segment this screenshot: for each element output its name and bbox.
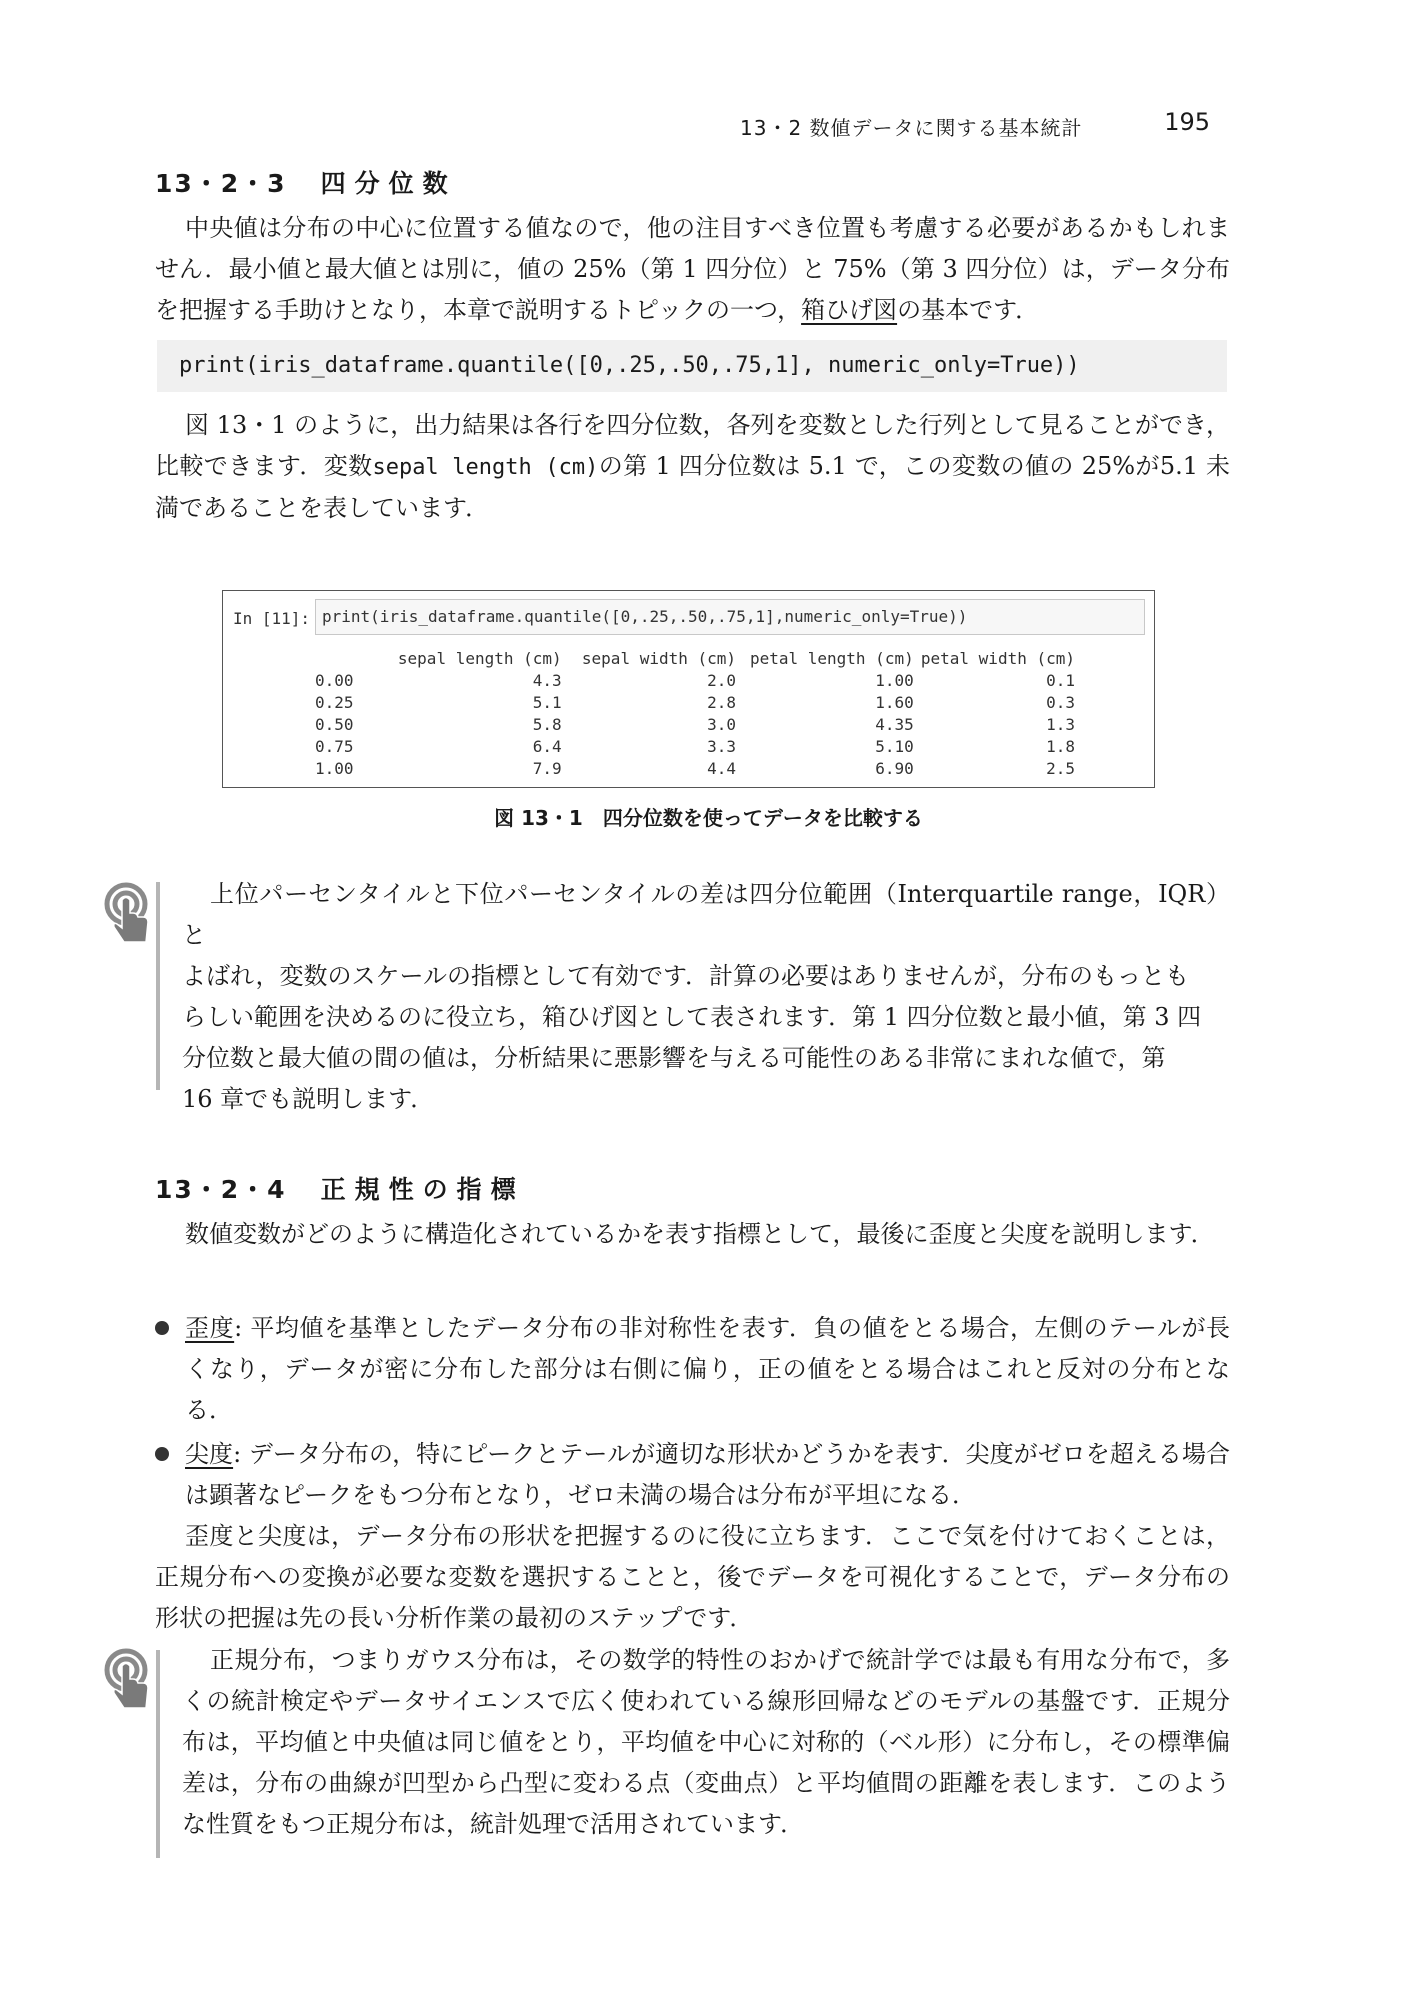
table-cell: 3.3 — [707, 736, 737, 756]
section-title: 四分位数 — [320, 169, 457, 198]
hand-pointer-icon-graphic — [104, 1648, 154, 1714]
cell-output — [315, 647, 1075, 779]
term-kurtosis: 尖度 — [185, 1440, 234, 1468]
term-skewness: 歪度 — [185, 1314, 235, 1342]
list-item: 歪度: 平均値を基準としたデータ分布の非対称性を表す．負の値をとる場合，左側のテールが長くなり，データが密に分布した部分は右側に偏り，正の値をとる場合はこれと反対の分布となる． — [155, 1308, 1230, 1431]
bullet-dot — [155, 1321, 169, 1335]
note-bar — [156, 1650, 160, 1858]
paragraph-normality-intro: 数値変数がどのように構造化されているかを表す指標として，最後に歪度と尖度を説明します． — [185, 1220, 1215, 1248]
table-row — [315, 691, 1075, 713]
table-cell: 1.3 — [1046, 714, 1075, 734]
code-block: print(iris_dataframe.quantile([0,.25,.50,.75,1], numeric_only=True)) — [157, 340, 1227, 392]
paragraph-quartiles-intro: 中央値は分布の中心に位置する値なので，他の注目すべき位置も考慮する必要があるかもしれません．最小値と最大値とは別に，値の 25%（第 1 四分位）と 75%（第 3 四分位）は，データ分布を把握する手助けとなり，本章で説明するトピックの一つ，箱ひげ図の基本です． — [155, 214, 1231, 324]
table-cell: 4.4 — [707, 758, 737, 778]
list-item: 尖度: データ分布の，特にピークとテールが適切な形状かどうかを表す．尖度がゼロを超える場合は顕著なピークをもつ分布となり，ゼロ未満の場合は分布が平坦になる． — [155, 1434, 1230, 1516]
table-cell: 1.60 — [875, 692, 914, 712]
running-title: 13・2 数値データに関する基本統計 — [740, 116, 1083, 140]
table-cell: 5.8 — [532, 714, 562, 734]
hand-pointer-icon — [104, 1648, 154, 1714]
table-cell: 0.1 — [1046, 670, 1075, 690]
column-header: petal width (cm) — [920, 648, 1075, 668]
bullet-dot — [155, 1447, 169, 1461]
quantile-table — [315, 647, 1075, 779]
cell-prompt: In [11]: — [233, 609, 311, 628]
table-row — [315, 713, 1075, 735]
table-cell: 7.9 — [532, 758, 562, 778]
table-cell: 2.0 — [707, 670, 737, 690]
hand-pointer-icon-graphic — [104, 882, 154, 948]
term-boxplot: 箱ひげ図 — [801, 296, 898, 324]
table-cell: 0.3 — [1046, 692, 1075, 712]
section-number: 13・2・4 — [155, 1175, 287, 1204]
inline-code-variable: sepal length (cm) — [372, 455, 599, 480]
table-cell: 1.00 — [875, 670, 914, 690]
page-number: 195 — [1164, 108, 1210, 136]
table-row — [315, 757, 1075, 779]
table-row — [315, 669, 1075, 691]
row-index: 0.25 — [315, 692, 354, 712]
column-header: sepal width (cm) — [581, 648, 737, 668]
row-index: 0.50 — [315, 714, 354, 734]
table-cell: 5.1 — [532, 692, 562, 712]
code-cell: print(iris_dataframe.quantile([0,.25,.50,.75,1],numeric_only=True)) — [315, 599, 1145, 635]
paragraph-quartiles-output: 図 13・1 のように，出力結果は各行を四分位数，各列を変数とした行列として見ることができ，比較できます．変数sepal length (cm)の第 1 四分位数は 5.1 で，この変数の値の 25%が5.1 未満であることを表しています． — [155, 411, 1230, 522]
table-row — [315, 735, 1075, 757]
section-number: 13・2・3 — [155, 169, 287, 198]
row-index: 0.00 — [315, 670, 354, 690]
section-title: 正規性の指標 — [320, 1175, 525, 1204]
table-cell: 4.3 — [532, 670, 562, 690]
table-cell: 4.35 — [875, 714, 914, 734]
note-bar — [156, 882, 160, 1090]
figure-caption: 図 13・1 四分位数を使ってデータを比較する — [494, 806, 923, 830]
column-header: petal length (cm) — [749, 648, 914, 668]
table-cell: 2.5 — [1046, 758, 1075, 778]
notebook-figure — [222, 590, 1155, 788]
section-heading-normality — [155, 1170, 525, 1206]
section-heading-quartiles — [155, 164, 457, 200]
note-normal-distribution: 正規分布，つまりガウス分布は，その数学的特性のおかげで統計学では最も有用な分布で，多くの統計検定やデータサイエンスで広く使われている線形回帰などのモデルの基盤です．正規分布は，平均値と中央値は同じ値をとり，平均値を中心に対称的（ベル形）に分布し，その標準偏差は，分布の曲線が凹型から凸型に変わる点（変曲点）と平均値間の距離を表します．このような性質をもつ正規分布は，統計処理で活用されています． — [182, 1646, 1230, 1838]
table-header-row — [315, 647, 1075, 669]
row-index: 1.00 — [315, 758, 354, 778]
table-cell: 2.8 — [707, 692, 737, 712]
table-cell: 5.10 — [875, 736, 914, 756]
table-cell: 6.4 — [532, 736, 562, 756]
row-index: 0.75 — [315, 736, 354, 756]
table-cell: 6.90 — [875, 758, 914, 778]
note-iqr: 上位パーセンタイルと下位パーセンタイルの差は四分位範囲（Interquartile range，IQR）と よばれ，変数のスケールの指標として有効です．計算の必要はありませんが，分布のもっとも らしい範囲を決めるのに役立ち，箱ひげ図として表されます．第 1 四分位数と最小値，第 3 四 分位数と最大値の間の値は，分析結果に悪影響を与える可能性のある非常にまれな値で，第 16 章でも説明します． — [182, 880, 1230, 1113]
running-header — [740, 108, 1210, 138]
table-cell: 3.0 — [707, 714, 737, 734]
table-cell: 1.8 — [1046, 736, 1075, 756]
column-header: sepal length (cm) — [397, 648, 562, 668]
hand-pointer-icon — [104, 882, 154, 948]
paragraph-skew-kurtosis: 歪度と尖度は，データ分布の形状を把握するのに役に立ちます．ここで気を付けておくことは，正規分布への変換が必要な変数を選択することと，後でデータを可視化することで，データ分布の形状の把握は先の長い分析作業の最初のステップです． — [155, 1522, 1230, 1632]
